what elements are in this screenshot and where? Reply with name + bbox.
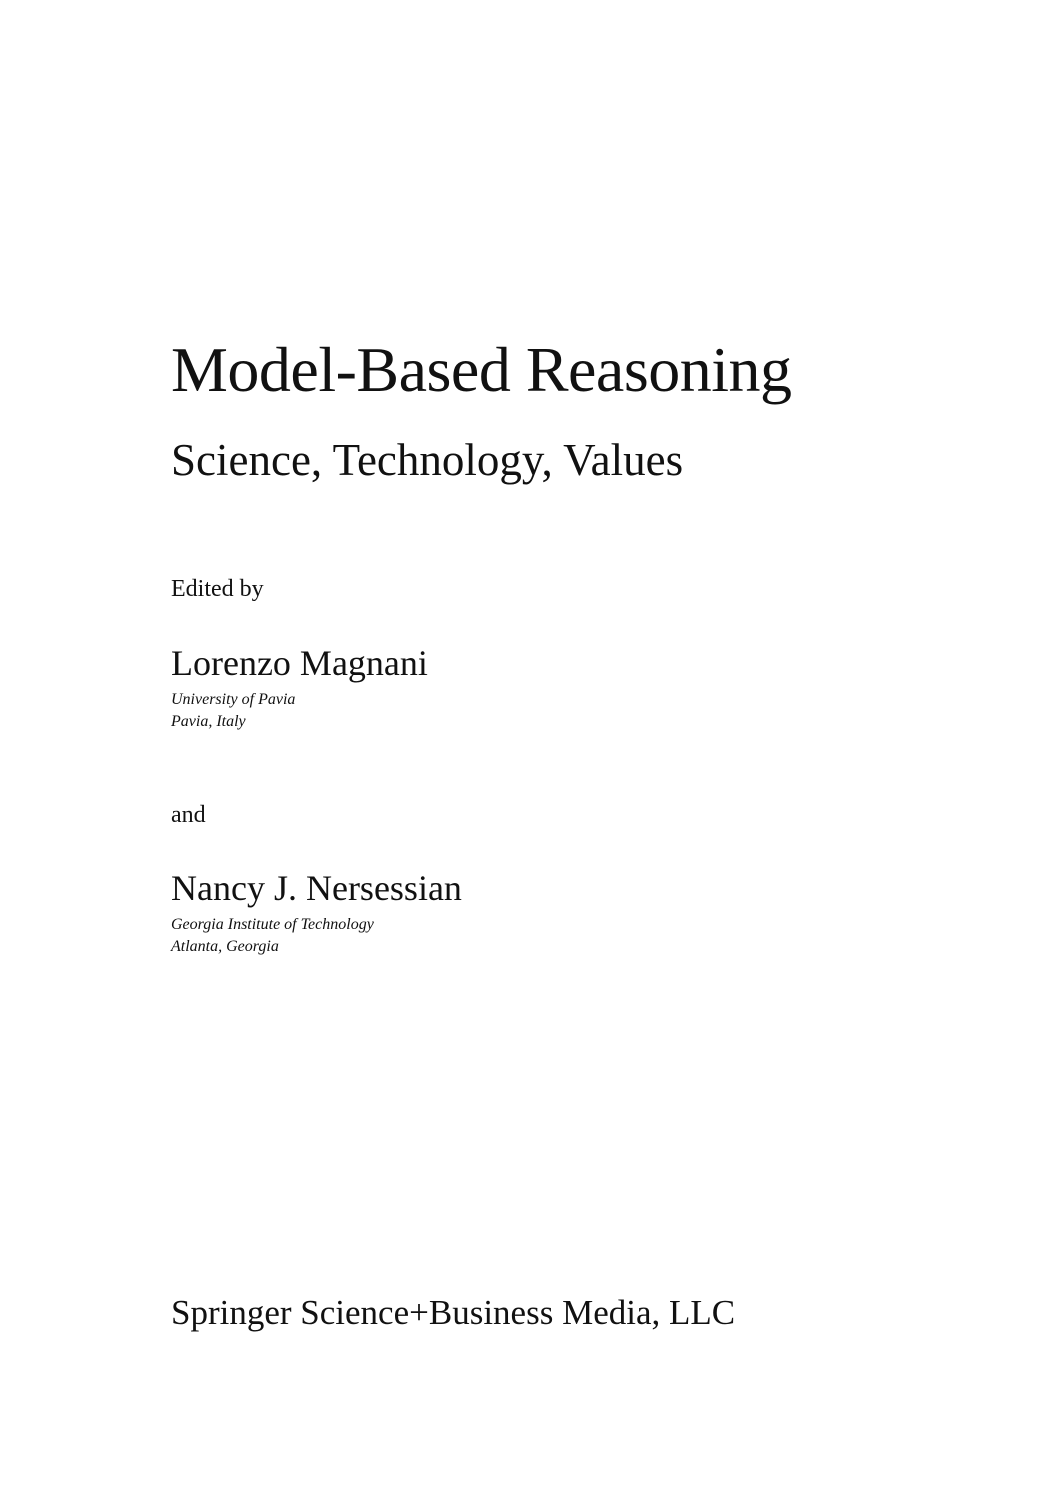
editor-1-affiliation-line-1: University of Pavia	[171, 691, 296, 708]
editor-name-2: Nancy J. Nersessian	[171, 868, 462, 908]
and-conjunction: and	[171, 802, 206, 828]
editor-2-affiliation-line-1: Georgia Institute of Technology	[171, 916, 374, 933]
publisher-name: Springer Science+Business Media, LLC	[171, 1293, 736, 1332]
edited-by-label: Edited by	[171, 576, 264, 602]
editor-2-affiliation-line-2: Atlanta, Georgia	[171, 938, 279, 955]
book-title: Model-Based Reasoning	[171, 334, 792, 405]
editor-name-1: Lorenzo Magnani	[171, 643, 428, 683]
book-subtitle: Science, Technology, Values	[171, 435, 684, 485]
editor-1-affiliation-line-2: Pavia, Italy	[171, 713, 246, 730]
